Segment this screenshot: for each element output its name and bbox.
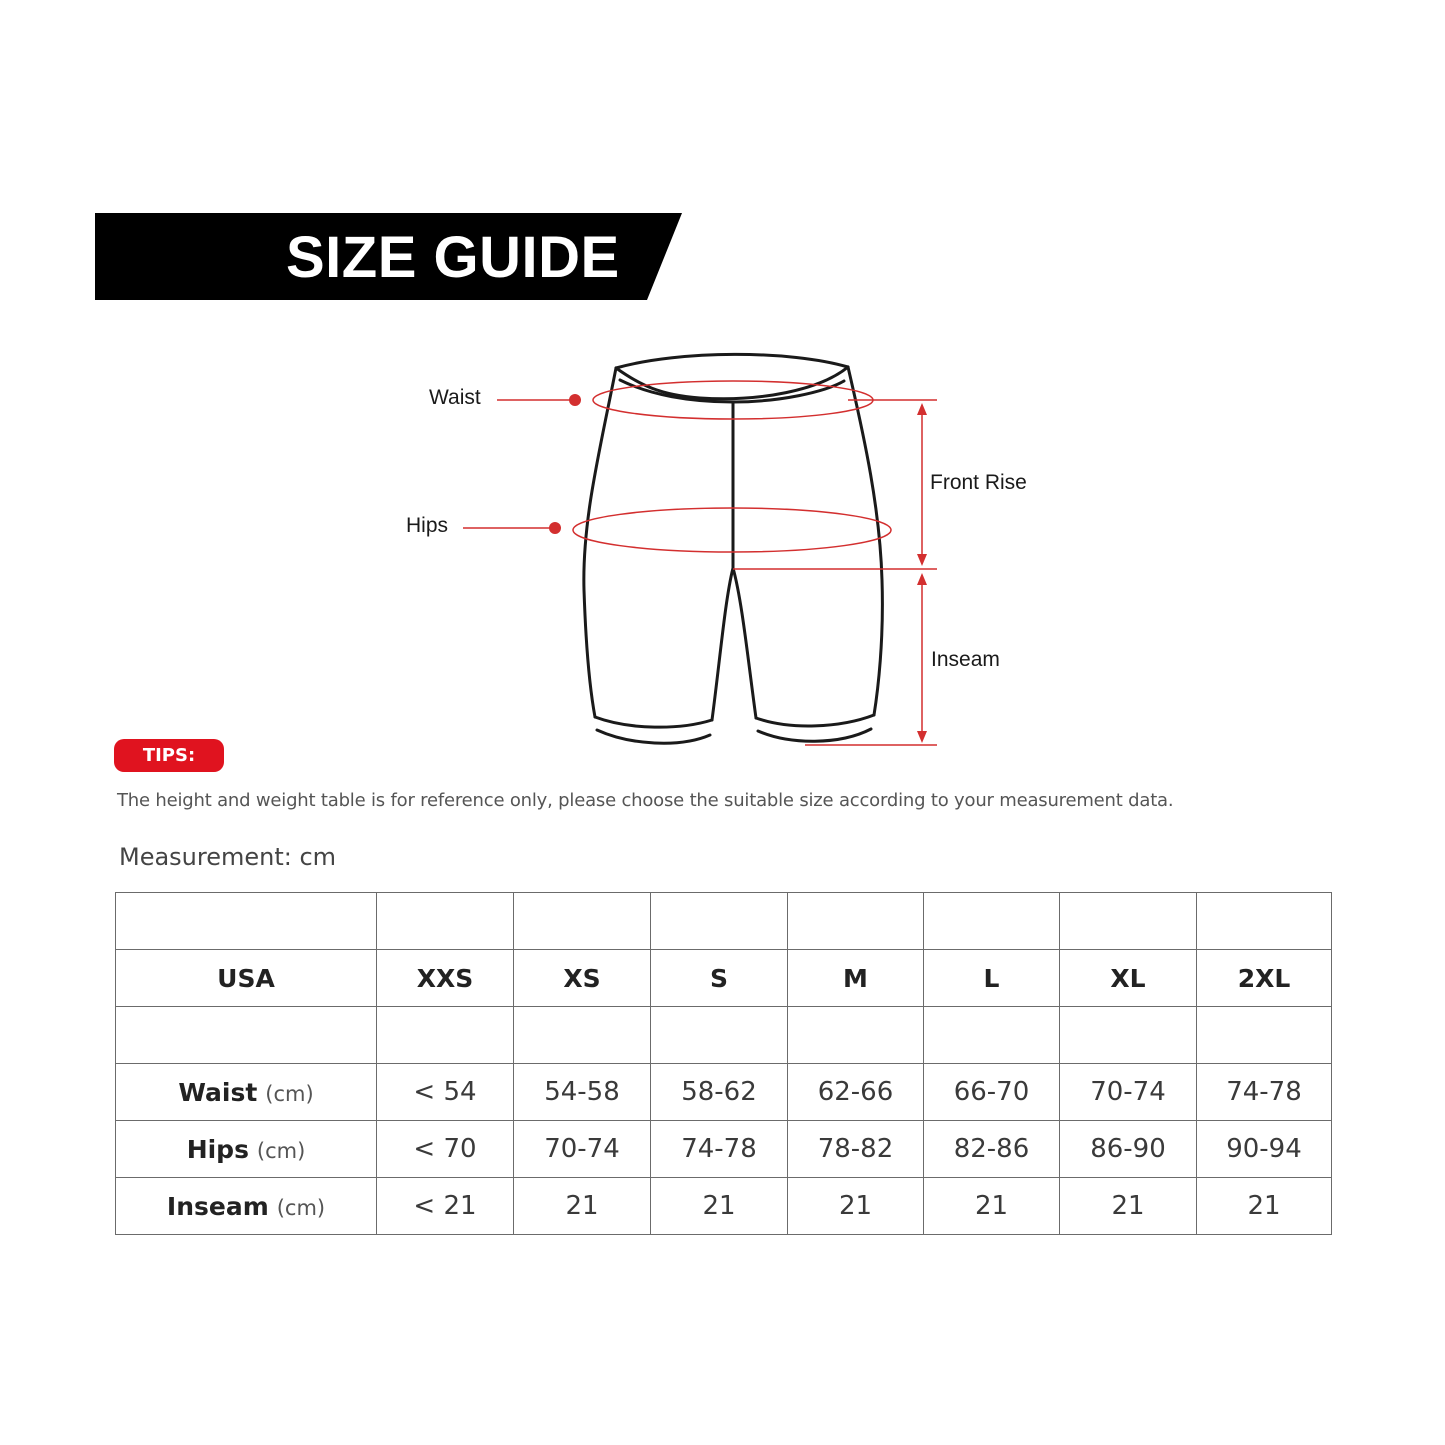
row-label-cell: [116, 1178, 377, 1235]
row-unit: (cm): [276, 1195, 326, 1220]
value-cell: 21: [924, 1178, 1060, 1235]
size-header-cell: XS: [514, 950, 651, 1007]
table-row-waist: [116, 1064, 1332, 1121]
value-cell: 21: [1060, 1178, 1197, 1235]
size-header-cell: L: [924, 950, 1060, 1007]
value-cell: 62-66: [788, 1064, 924, 1121]
tips-badge: TIPS:: [114, 739, 224, 772]
value-cell: 21: [651, 1178, 788, 1235]
value-cell: 54-58: [514, 1064, 651, 1121]
value-cell: 86-90: [1060, 1121, 1197, 1178]
value-cell: 58-62: [651, 1064, 788, 1121]
size-header-cell: 2XL: [1197, 950, 1332, 1007]
size-table: [115, 892, 1332, 1235]
measurement-title: Measurement: cm: [119, 843, 337, 871]
row-label: Inseam: [166, 1191, 269, 1221]
value-cell: 66-70: [924, 1064, 1060, 1121]
table-row-spacer: [116, 1007, 1332, 1064]
page-title: SIZE GUIDE: [286, 225, 620, 290]
value-cell: 74-78: [651, 1121, 788, 1178]
table-header-row: [116, 950, 1332, 1007]
value-cell: 21: [788, 1178, 924, 1235]
hips-label: Hips: [406, 514, 449, 537]
size-header-cell: XXS: [377, 950, 514, 1007]
waist-label: Waist: [429, 386, 481, 409]
value-cell: 21: [1197, 1178, 1332, 1235]
tips-text: The height and weight table is for reference only, please choose the suitable size according to your measurement data.: [117, 790, 1174, 811]
value-cell: 70-74: [514, 1121, 651, 1178]
row-label-cell: [116, 1064, 377, 1121]
row-unit: (cm): [265, 1081, 314, 1106]
size-header-cell: S: [651, 950, 788, 1007]
value-cell: 74-78: [1197, 1064, 1332, 1121]
value-cell: 70-74: [1060, 1064, 1197, 1121]
row-label: Waist: [178, 1077, 258, 1107]
size-header-cell: M: [788, 950, 924, 1007]
table-row-inseam: [116, 1178, 1332, 1235]
table-row-spacer-top: [116, 893, 1332, 950]
row-unit: (cm): [256, 1138, 306, 1163]
value-cell: < 54: [377, 1064, 514, 1121]
value-cell: 78-82: [788, 1121, 924, 1178]
region-label-cell: USA: [116, 950, 377, 1007]
waist-marker-dot: [569, 394, 581, 406]
size-header-cell: XL: [1060, 950, 1197, 1007]
value-cell: 21: [514, 1178, 651, 1235]
row-label-cell: [116, 1121, 377, 1178]
value-cell: < 21: [377, 1178, 514, 1235]
front-rise-label: Front Rise: [930, 471, 1027, 494]
hips-marker-dot: [549, 522, 561, 534]
value-cell: 90-94: [1197, 1121, 1332, 1178]
value-cell: 82-86: [924, 1121, 1060, 1178]
inseam-label: Inseam: [931, 648, 1000, 671]
value-cell: < 70: [377, 1121, 514, 1178]
measurement-guides: [463, 381, 937, 745]
table-row-hips: [116, 1121, 1332, 1178]
row-label: Hips: [186, 1134, 249, 1164]
